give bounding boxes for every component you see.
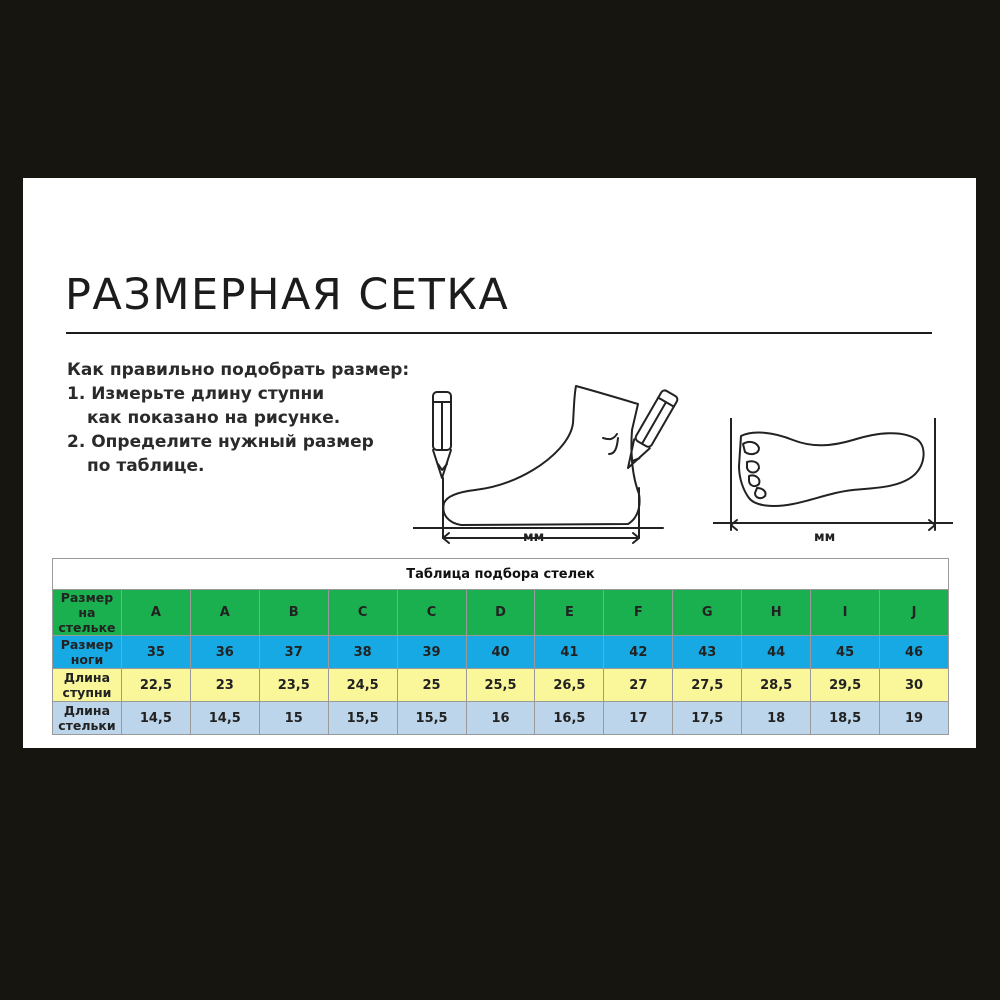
table-cell: 28,5 — [742, 669, 811, 702]
table-cell: A — [190, 590, 259, 636]
table-cell: 40 — [466, 636, 535, 669]
table-row-foot-length — [53, 669, 949, 702]
table-cell: 38 — [328, 636, 397, 669]
instructions-block — [67, 358, 409, 478]
table-cell: 46 — [880, 636, 949, 669]
table-cell: 45 — [811, 636, 880, 669]
table-cell: C — [328, 590, 397, 636]
table-cell: B — [259, 590, 328, 636]
table-cell: 24,5 — [328, 669, 397, 702]
table-cell: 19 — [880, 702, 949, 735]
instructions-heading: Как правильно подобрать размер: — [67, 360, 410, 380]
foot-sole-icon — [713, 418, 953, 543]
table-cell: A — [121, 590, 190, 636]
table-cell: J — [880, 590, 949, 636]
table-cell: 30 — [880, 669, 949, 702]
table-cell: 16,5 — [535, 702, 604, 735]
table-cell: F — [604, 590, 673, 636]
table-cell: 29,5 — [811, 669, 880, 702]
table-cell: 14,5 — [121, 702, 190, 735]
size-chart-card — [23, 178, 976, 748]
table-cell: 22,5 — [121, 669, 190, 702]
row-label: Длина стельки — [53, 702, 122, 735]
table-cell: 15,5 — [397, 702, 466, 735]
table-cell: 43 — [673, 636, 742, 669]
table-cell: 35 — [121, 636, 190, 669]
row-label: Длина ступни — [53, 669, 122, 702]
table-cell: 15 — [259, 702, 328, 735]
size-table — [52, 558, 949, 735]
instruction-step-1-cont: как показано на рисунке. — [87, 408, 341, 428]
instruction-step-2-cont: по таблице. — [87, 456, 205, 476]
table-row-foot-size — [53, 636, 949, 669]
table-cell: C — [397, 590, 466, 636]
table-cell: E — [535, 590, 604, 636]
table-cell: 26,5 — [535, 669, 604, 702]
table-cell: 23,5 — [259, 669, 328, 702]
table-cell: 42 — [604, 636, 673, 669]
table-cell: 27,5 — [673, 669, 742, 702]
instruction-step-2: 2. Определите нужный размер — [67, 432, 374, 452]
table-cell: 17,5 — [673, 702, 742, 735]
table-cell: 25,5 — [466, 669, 535, 702]
mm-label-right: мм — [814, 530, 836, 545]
page-title: РАЗМЕРНАЯ СЕТКА — [65, 270, 510, 320]
title-divider — [66, 332, 932, 334]
table-cell: 37 — [259, 636, 328, 669]
table-cell: G — [673, 590, 742, 636]
table-row-insole-length — [53, 702, 949, 735]
table-cell: 36 — [190, 636, 259, 669]
table-cell: 23 — [190, 669, 259, 702]
table-cell: 41 — [535, 636, 604, 669]
table-cell: 16 — [466, 702, 535, 735]
table-cell: I — [811, 590, 880, 636]
table-caption: Таблица подбора стелек — [53, 559, 949, 590]
mm-label-left: мм — [523, 530, 545, 545]
table-cell: 17 — [604, 702, 673, 735]
table-cell: 25 — [397, 669, 466, 702]
table-cell: 44 — [742, 636, 811, 669]
row-label: Размер на стельке — [53, 590, 122, 636]
table-cell: D — [466, 590, 535, 636]
table-cell: 15,5 — [328, 702, 397, 735]
table-cell: 27 — [604, 669, 673, 702]
table-cell: 18,5 — [811, 702, 880, 735]
table-cell: H — [742, 590, 811, 636]
table-cell: 18 — [742, 702, 811, 735]
table-row-insole-size — [53, 590, 949, 636]
table-cell: 14,5 — [190, 702, 259, 735]
foot-side-view-icon — [413, 378, 703, 553]
table-cell: 39 — [397, 636, 466, 669]
instruction-step-1: 1. Измерьте длину ступни — [67, 384, 325, 404]
row-label: Размер ноги — [53, 636, 122, 669]
